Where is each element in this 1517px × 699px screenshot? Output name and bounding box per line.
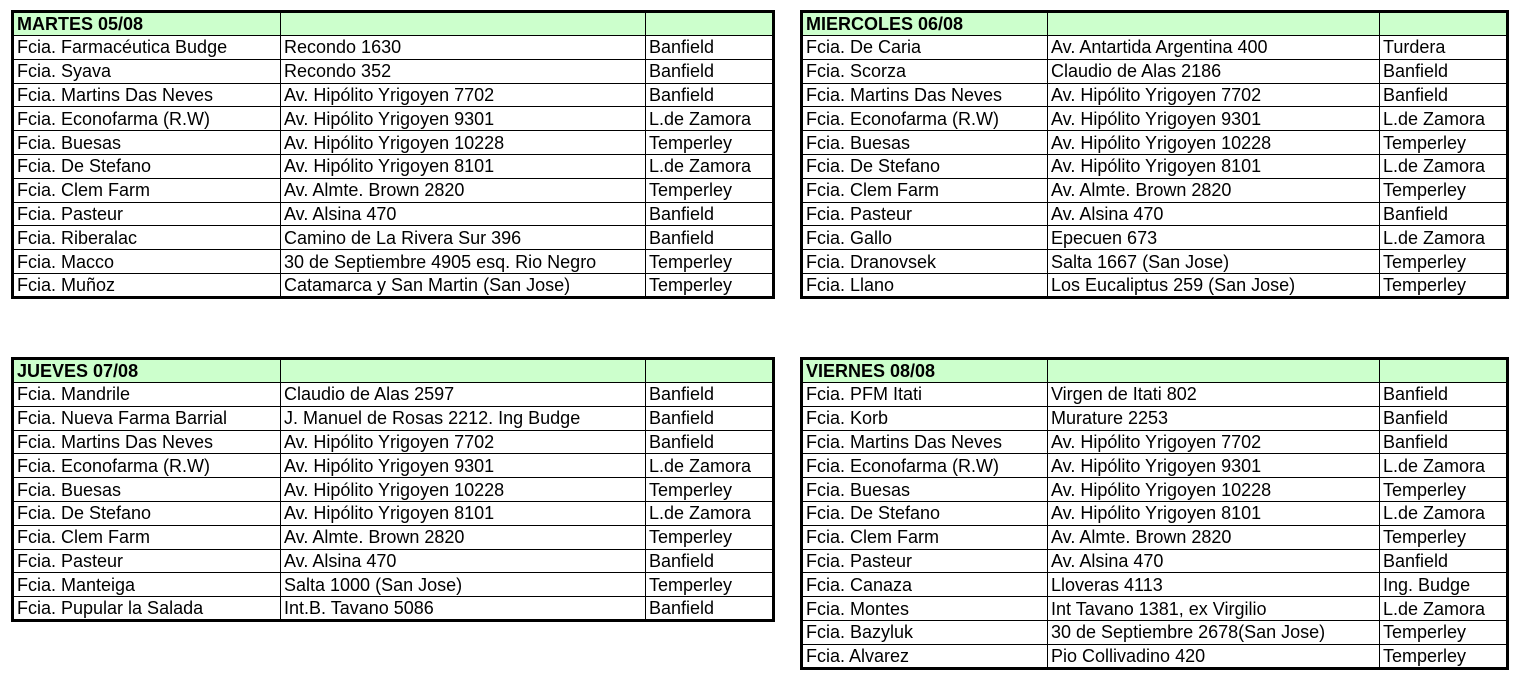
pharmacy-address: Claudio de Alas 2186 [1048, 59, 1380, 83]
table-row [802, 644, 1508, 668]
table-row [13, 83, 774, 107]
pharmacy-name: Fcia. Farmacéutica Budge [13, 36, 281, 60]
pharmacy-name: Fcia. Nueva Farma Barrial [13, 406, 281, 430]
pharmacy-locality: Temperley [1380, 478, 1508, 502]
pharmacy-address: Av. Hipólito Yrigoyen 9301 [281, 107, 646, 131]
pharmacy-address: Av. Hipólito Yrigoyen 8101 [281, 501, 646, 525]
pharmacy-name: Fcia. Korb [802, 406, 1048, 430]
pharmacy-locality: Temperley [1380, 178, 1508, 202]
table-row [802, 154, 1508, 178]
table-row [13, 501, 774, 525]
day-title: JUEVES 07/08 [13, 359, 281, 383]
pharmacy-locality: Banfield [1380, 59, 1508, 83]
pharmacy-address: Camino de La Rivera Sur 396 [281, 226, 646, 250]
pharmacy-name: Fcia. Clem Farm [802, 178, 1048, 202]
pharmacy-locality: L.de Zamora [1380, 107, 1508, 131]
pharmacy-locality: Banfield [646, 406, 774, 430]
pharmacy-locality: L.de Zamora [1380, 154, 1508, 178]
table-row [13, 573, 774, 597]
pharmacy-address: Av. Alsina 470 [1048, 549, 1380, 573]
day-header-row [802, 12, 1508, 36]
header-empty-cell [281, 12, 646, 36]
pharmacy-address: 30 de Septiembre 4905 esq. Rio Negro [281, 250, 646, 274]
pharmacy-name: Fcia. Pasteur [13, 202, 281, 226]
pharmacy-locality: Banfield [646, 36, 774, 60]
pharmacy-name: Fcia. Martins Das Neves [802, 430, 1048, 454]
pharmacy-locality: Temperley [1380, 250, 1508, 274]
pharmacy-name: Fcia. Econofarma (R.W) [13, 107, 281, 131]
pharmacy-address: Virgen de Itati 802 [1048, 383, 1380, 407]
pharmacy-address: Av. Almte. Brown 2820 [281, 178, 646, 202]
pharmacy-locality: Temperley [1380, 131, 1508, 155]
table-row [13, 406, 774, 430]
pharmacy-address: Av. Almte. Brown 2820 [1048, 178, 1380, 202]
table-row [802, 501, 1508, 525]
header-empty-cell [1380, 12, 1508, 36]
pharmacy-address: Av. Hipólito Yrigoyen 8101 [1048, 154, 1380, 178]
table-row [802, 549, 1508, 573]
pharmacy-name: Fcia. De Caria [802, 36, 1048, 60]
pharmacy-name: Fcia. Buesas [802, 131, 1048, 155]
pharmacy-name: Fcia. Mandrile [13, 383, 281, 407]
pharmacy-address: Av. Hipólito Yrigoyen 10228 [1048, 131, 1380, 155]
table-row [13, 383, 774, 407]
table-row [13, 549, 774, 573]
pharmacy-address: Av. Alsina 470 [281, 202, 646, 226]
pharmacy-address: Av. Hipólito Yrigoyen 7702 [281, 83, 646, 107]
pharmacy-name: Fcia. Buesas [13, 478, 281, 502]
pharmacy-address: Los Eucaliptus 259 (San Jose) [1048, 273, 1380, 297]
day-title: MARTES 05/08 [13, 12, 281, 36]
pharmacy-name: Fcia. Buesas [13, 131, 281, 155]
pharmacy-name: Fcia. Clem Farm [13, 525, 281, 549]
pharmacy-locality: Banfield [646, 83, 774, 107]
pharmacy-locality: Ing. Budge [1380, 573, 1508, 597]
day-header-row [13, 359, 774, 383]
pharmacy-name: Fcia. De Stefano [802, 501, 1048, 525]
table-row [802, 406, 1508, 430]
pharmacy-name: Fcia. Bazyluk [802, 620, 1048, 644]
pharmacy-address: Av. Hipólito Yrigoyen 10228 [281, 131, 646, 155]
pharmacy-locality: Temperley [1380, 644, 1508, 668]
table-row [13, 59, 774, 83]
pharmacy-locality: Banfield [1380, 430, 1508, 454]
table-row [802, 620, 1508, 644]
table-row [802, 430, 1508, 454]
pharmacy-locality: Temperley [646, 525, 774, 549]
pharmacy-locality: Temperley [646, 250, 774, 274]
table-row [13, 454, 774, 478]
pharmacy-name: Fcia. PFM Itati [802, 383, 1048, 407]
pharmacy-locality: L.de Zamora [1380, 597, 1508, 621]
pharmacy-locality: Banfield [646, 59, 774, 83]
pharmacy-name: Fcia. Muñoz [13, 273, 281, 297]
pharmacy-name: Fcia. Dranovsek [802, 250, 1048, 274]
pharmacy-address: Av. Hipólito Yrigoyen 9301 [281, 454, 646, 478]
schedule-table-viernes [800, 357, 1509, 670]
table-row [13, 178, 774, 202]
pharmacy-locality: L.de Zamora [646, 154, 774, 178]
table-row [802, 83, 1508, 107]
pharmacy-locality: Banfield [1380, 202, 1508, 226]
pharmacy-locality: Temperley [646, 573, 774, 597]
header-empty-cell [1048, 12, 1380, 36]
pharmacy-locality: Banfield [646, 430, 774, 454]
pharmacy-address: Av. Almte. Brown 2820 [281, 525, 646, 549]
header-empty-cell [1380, 359, 1508, 383]
pharmacy-address: Recondo 352 [281, 59, 646, 83]
pharmacy-name: Fcia. Martins Das Neves [13, 430, 281, 454]
day-title: VIERNES 08/08 [802, 359, 1048, 383]
table-row [13, 430, 774, 454]
pharmacy-address: Int Tavano 1381, ex Virgilio [1048, 597, 1380, 621]
header-empty-cell [646, 12, 774, 36]
pharmacy-address: Av. Alsina 470 [281, 549, 646, 573]
table-row [802, 202, 1508, 226]
pharmacy-locality: L.de Zamora [646, 454, 774, 478]
pharmacy-name: Fcia. Clem Farm [802, 525, 1048, 549]
pharmacy-address: Av. Hipólito Yrigoyen 9301 [1048, 454, 1380, 478]
header-empty-cell [1048, 359, 1380, 383]
pharmacy-address: Av. Almte. Brown 2820 [1048, 525, 1380, 549]
pharmacy-address: Av. Hipólito Yrigoyen 8101 [281, 154, 646, 178]
pharmacy-locality: L.de Zamora [646, 107, 774, 131]
pharmacy-locality: Temperley [646, 478, 774, 502]
day-header-row [802, 359, 1508, 383]
table-row [13, 36, 774, 60]
pharmacy-locality: Banfield [1380, 83, 1508, 107]
pharmacy-locality: Banfield [646, 549, 774, 573]
pharmacy-name: Fcia. Canaza [802, 573, 1048, 597]
pharmacy-address: Lloveras 4113 [1048, 573, 1380, 597]
table-row [802, 226, 1508, 250]
pharmacy-address: Recondo 1630 [281, 36, 646, 60]
pharmacy-name: Fcia. Econofarma (R.W) [802, 454, 1048, 478]
table-row [802, 131, 1508, 155]
pharmacy-locality: Banfield [1380, 406, 1508, 430]
pharmacy-locality: Banfield [646, 202, 774, 226]
pharmacy-name: Fcia. Pasteur [13, 549, 281, 573]
pharmacy-address: Int.B. Tavano 5086 [281, 597, 646, 621]
table-row [802, 250, 1508, 274]
pharmacy-address: J. Manuel de Rosas 2212. Ing Budge [281, 406, 646, 430]
table-row [802, 36, 1508, 60]
pharmacy-address: Av. Antartida Argentina 400 [1048, 36, 1380, 60]
pharmacy-name: Fcia. Riberalac [13, 226, 281, 250]
pharmacy-name: Fcia. Alvarez [802, 644, 1048, 668]
table-row [802, 59, 1508, 83]
pharmacy-locality: Banfield [646, 597, 774, 621]
table-row [802, 525, 1508, 549]
table-row [802, 478, 1508, 502]
pharmacy-name: Fcia. Econofarma (R.W) [13, 454, 281, 478]
table-row [13, 478, 774, 502]
pharmacy-name: Fcia. Martins Das Neves [802, 83, 1048, 107]
pharmacy-address: Av. Hipólito Yrigoyen 7702 [1048, 430, 1380, 454]
pharmacy-address: Av. Hipólito Yrigoyen 7702 [1048, 83, 1380, 107]
table-row [802, 597, 1508, 621]
pharmacy-address: Av. Hipólito Yrigoyen 10228 [281, 478, 646, 502]
pharmacy-name: Fcia. Pasteur [802, 549, 1048, 573]
table-row [802, 383, 1508, 407]
pharmacy-locality: Banfield [1380, 383, 1508, 407]
pharmacy-address: Av. Hipólito Yrigoyen 10228 [1048, 478, 1380, 502]
pharmacy-locality: L.de Zamora [1380, 454, 1508, 478]
pharmacy-address: 30 de Septiembre 2678(San Jose) [1048, 620, 1380, 644]
pharmacy-address: Av. Hipólito Yrigoyen 8101 [1048, 501, 1380, 525]
table-row [13, 107, 774, 131]
pharmacy-address: Murature 2253 [1048, 406, 1380, 430]
pharmacy-name: Fcia. Manteiga [13, 573, 281, 597]
pharmacy-name: Fcia. De Stefano [802, 154, 1048, 178]
table-row [802, 273, 1508, 297]
pharmacy-name: Fcia. Martins Das Neves [13, 83, 281, 107]
pharmacy-address: Salta 1667 (San Jose) [1048, 250, 1380, 274]
pharmacy-locality: Temperley [646, 131, 774, 155]
pharmacy-name: Fcia. Montes [802, 597, 1048, 621]
pharmacy-address: Salta 1000 (San Jose) [281, 573, 646, 597]
day-header-row [13, 12, 774, 36]
pharmacy-locality: Banfield [646, 226, 774, 250]
pharmacy-locality: Temperley [1380, 525, 1508, 549]
pharmacy-locality: L.de Zamora [1380, 226, 1508, 250]
table-row [802, 178, 1508, 202]
pharmacy-locality: Temperley [1380, 273, 1508, 297]
header-empty-cell [646, 359, 774, 383]
pharmacy-address: Av. Alsina 470 [1048, 202, 1380, 226]
pharmacy-locality: L.de Zamora [1380, 501, 1508, 525]
pharmacy-address: Claudio de Alas 2597 [281, 383, 646, 407]
pharmacy-locality: Banfield [1380, 549, 1508, 573]
table-row [13, 131, 774, 155]
pharmacy-address: Epecuen 673 [1048, 226, 1380, 250]
pharmacy-name: Fcia. De Stefano [13, 154, 281, 178]
pharmacy-name: Fcia. Buesas [802, 478, 1048, 502]
pharmacy-locality: Banfield [646, 383, 774, 407]
day-title: MIERCOLES 06/08 [802, 12, 1048, 36]
pharmacy-name: Fcia. Scorza [802, 59, 1048, 83]
pharmacy-locality: L.de Zamora [646, 501, 774, 525]
pharmacy-address: Catamarca y San Martin (San Jose) [281, 273, 646, 297]
table-row [13, 597, 774, 621]
pharmacy-name: Fcia. Syava [13, 59, 281, 83]
schedule-table-miercoles [800, 10, 1509, 299]
table-row [13, 250, 774, 274]
schedule-table-jueves [11, 357, 775, 622]
pharmacy-name: Fcia. Gallo [802, 226, 1048, 250]
table-row [13, 154, 774, 178]
pharmacy-name: Fcia. De Stefano [13, 501, 281, 525]
pharmacy-locality: Turdera [1380, 36, 1508, 60]
pharmacy-name: Fcia. Pasteur [802, 202, 1048, 226]
table-row [802, 573, 1508, 597]
pharmacy-address: Pio Collivadino 420 [1048, 644, 1380, 668]
pharmacy-name: Fcia. Llano [802, 273, 1048, 297]
table-row [13, 226, 774, 250]
pharmacy-name: Fcia. Macco [13, 250, 281, 274]
pharmacy-address: Av. Hipólito Yrigoyen 7702 [281, 430, 646, 454]
pharmacy-locality: Temperley [1380, 620, 1508, 644]
pharmacy-locality: Temperley [646, 178, 774, 202]
table-row [802, 107, 1508, 131]
pharmacy-name: Fcia. Econofarma (R.W) [802, 107, 1048, 131]
table-row [13, 525, 774, 549]
pharmacy-locality: Temperley [646, 273, 774, 297]
table-row [13, 273, 774, 297]
schedule-table-martes [11, 10, 775, 299]
header-empty-cell [281, 359, 646, 383]
pharmacy-address: Av. Hipólito Yrigoyen 9301 [1048, 107, 1380, 131]
pharmacy-name: Fcia. Pupular la Salada [13, 597, 281, 621]
table-row [13, 202, 774, 226]
pharmacy-name: Fcia. Clem Farm [13, 178, 281, 202]
table-row [802, 454, 1508, 478]
